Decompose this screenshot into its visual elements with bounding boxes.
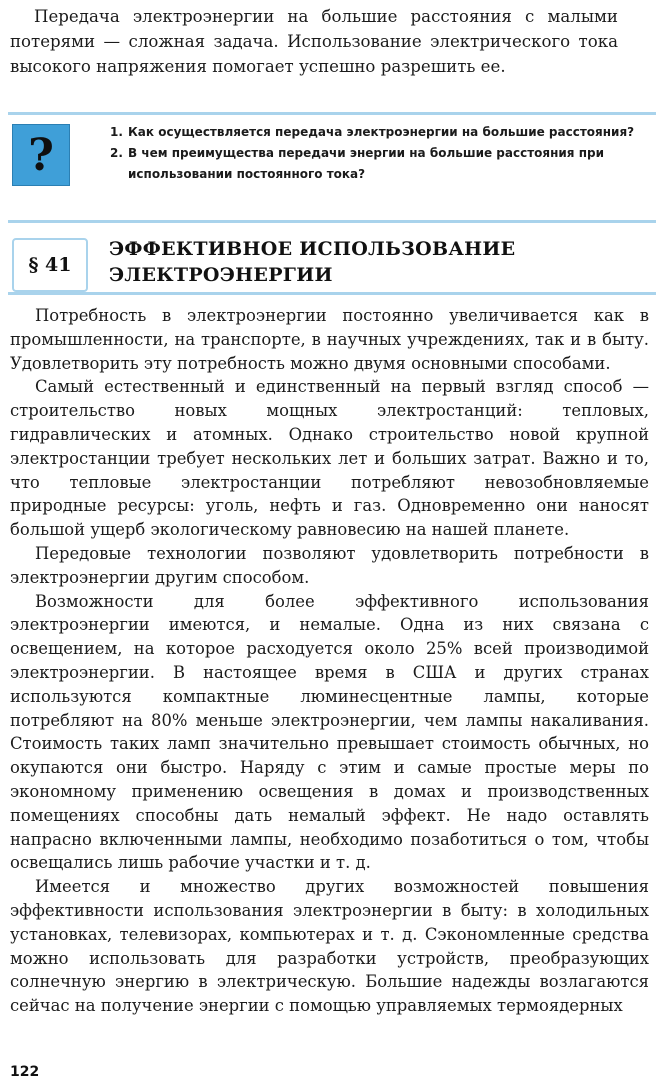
section-body: [10, 304, 649, 1018]
body-paragraph: Самый естественный и единственный на первый взгляд способ — строительство новых мощных электростанций: тепловых, гидравлических и атомных. Однако строительство новой крупной электростанции требует нескольких лет и больших затрат. Важно и то, что тепловые электростанции потребляют невозобновляемые природные ресурсы: уголь, нефть и газ. Одновременно они наносят большой ущерб экологическому равновесию на нашей планете.: [10, 377, 649, 540]
intro-paragraph: Передача электроэнергии на большие расстояния с малыми потерями — сложная задача. Использование электрического тока высокого напряжения помогает успешно разрешить ее.: [10, 7, 618, 76]
question-text: Как осуществляется передача электроэнергии на большие расстояния?: [128, 125, 635, 139]
question-number: 2.: [110, 146, 123, 160]
section-title: [109, 236, 649, 288]
section-title-line-2: ЭЛЕКТРОЭНЕРГИИ: [109, 264, 333, 286]
body-paragraph: Возможности для более эффективного использования электроэнергии имеются, и немалые. Одна из них связана с освещением, на которое расходуется около 25% всей производимой электроэнергии. В настоящее время в США и других странах используются компактные люминесцентные лампы, которые потребляют на 80% меньше электроэнергии, чем лампы накаливания. Стоимость таких ламп значительно превышает стоимость обычных, но окупаются они быстро. Наряду с этим и самые простые меры по экономному применению освещения в домах и производственных помещениях способны дать немалый эффект. Не надо оставлять напрасно включенными лампы, необходимо позаботиться о том, чтобы освещались лишь рабочие участки и т. д.: [10, 591, 649, 873]
page-number: 122: [10, 1064, 40, 1080]
divider-top: [8, 112, 656, 115]
review-questions-list: [110, 122, 650, 185]
body-paragraph: Имеется и множество других возможностей повышения эффективности использования электроэнергии в быту: в холодильных установках, телевизорах, компьютерах и т. д. Сэкономленные средства можно использовать для разработки устройств, преобразующих солнечную энергию в электрическую. Большие надежды возлагаются сейчас на получение энергии с помощью управляемых термоядерных: [10, 877, 649, 1016]
review-question: [110, 122, 650, 143]
question-mark-glyph: ?: [28, 129, 54, 181]
divider-section: [8, 292, 656, 295]
body-paragraph: Передовые технологии позволяют удовлетворить потребности в электроэнергии другим способом.: [10, 543, 649, 587]
section-number-badge: [12, 238, 88, 292]
divider-middle: [8, 220, 656, 223]
question-number: 1.: [110, 125, 123, 139]
section-title-line-1: ЭФФЕКТИВНОЕ ИСПОЛЬЗОВАНИЕ: [109, 238, 516, 260]
section-number: § 41: [28, 254, 72, 276]
review-question: [110, 143, 650, 185]
body-paragraph: Потребность в электроэнергии постоянно увеличивается как в промышленности, на транспорте, в научных учреждениях, так и в быту. Удовлетворить эту потребность можно двумя основными способами.: [10, 306, 649, 373]
question-mark-icon: [12, 124, 70, 186]
question-text: В чем преимущества передачи энергии на большие расстояния при использовании постоянного тока?: [128, 146, 604, 181]
